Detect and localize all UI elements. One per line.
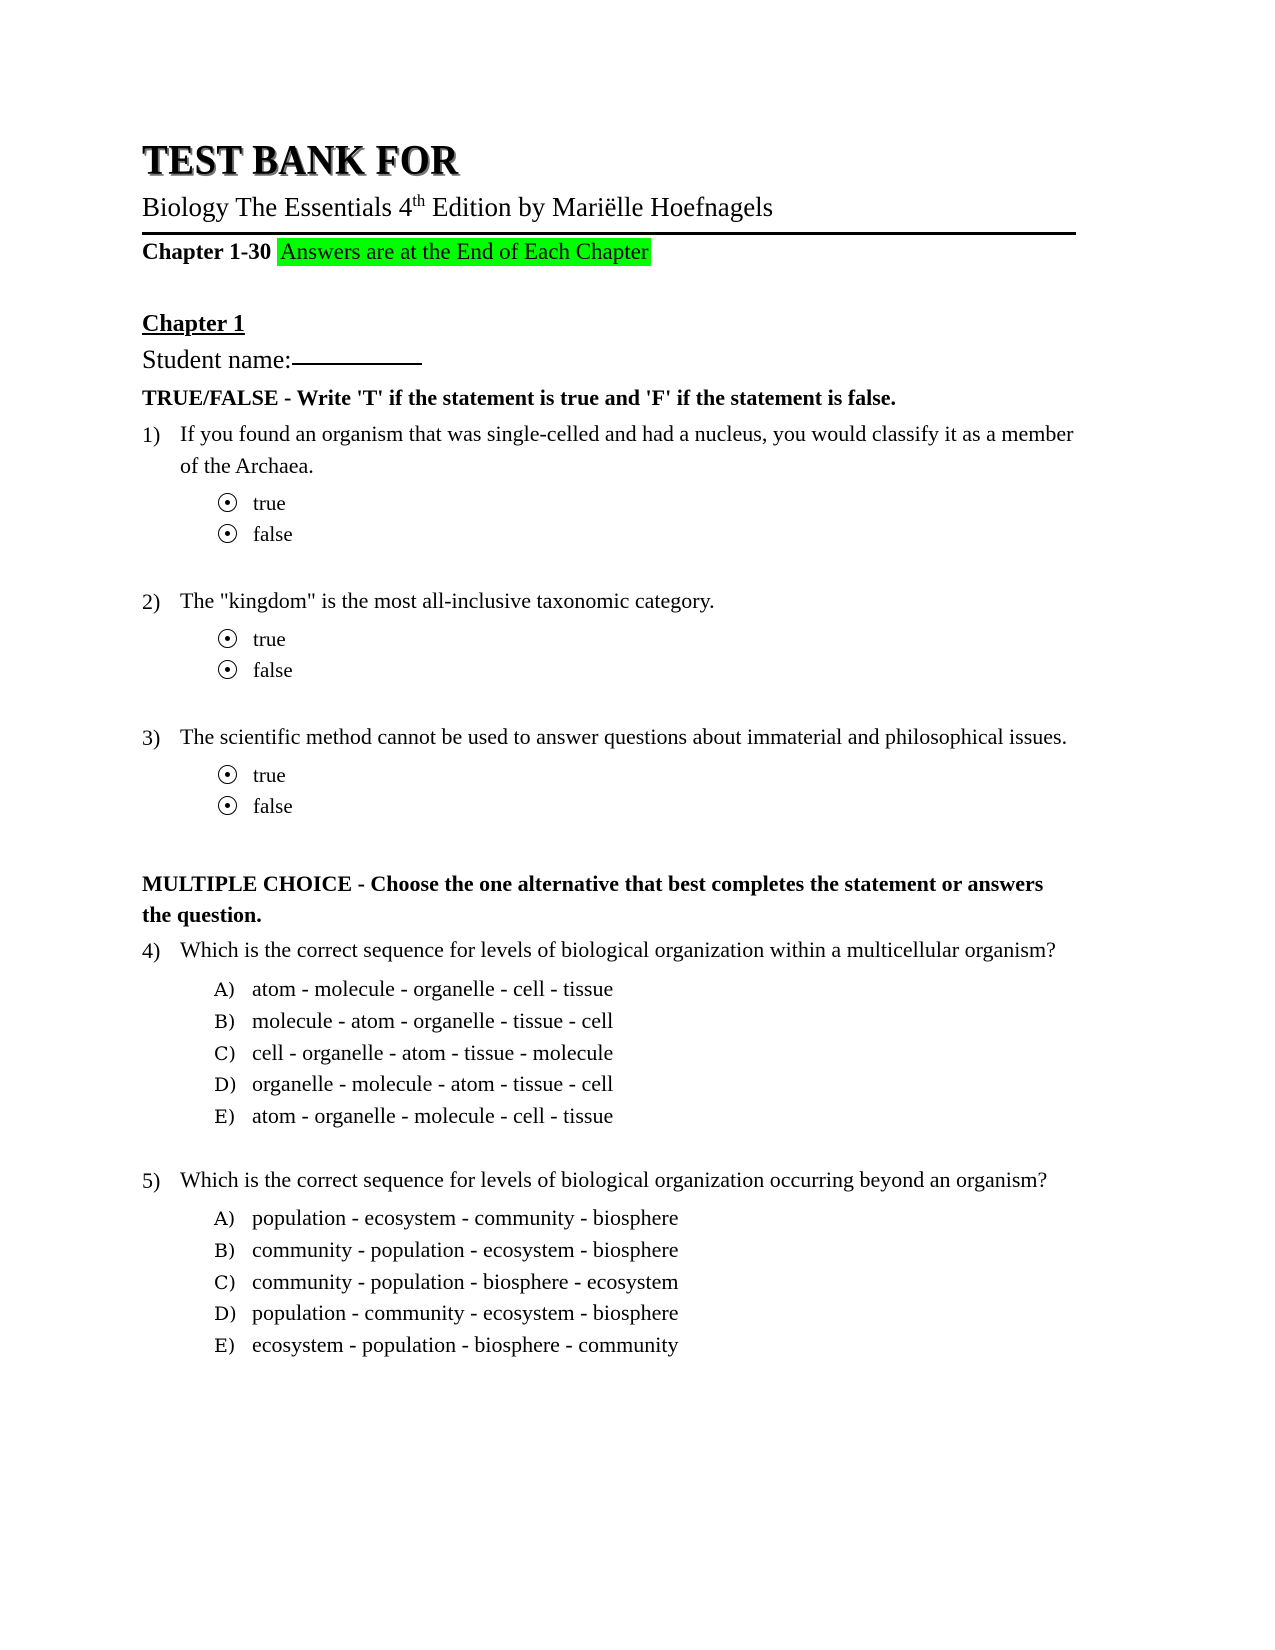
choice-label: population - community - ecosystem - biosphere [252,1300,679,1326]
question-5 [142,1164,1090,1197]
choice-option[interactable] [142,519,1090,551]
question-block-2 [142,585,1090,687]
question-text: If you found an organism that was single-celled and had a nucleus, you would classify it as a member of the Archaea. [180,420,1074,478]
choice-label: atom - organelle - molecule - cell - tissue [252,1102,614,1128]
choice-list-5 [142,1202,1090,1360]
question-number: 2) [142,588,161,614]
choice-option[interactable] [142,1005,1090,1037]
choice-option[interactable] [142,1100,1090,1132]
choice-label: population - ecosystem - community - biosphere [252,1205,679,1231]
question-block-4 [142,934,1090,1131]
question-1 [142,418,1090,482]
choice-label: community - population - ecosystem - biosphere [252,1237,679,1263]
question-text: The scientific method cannot be used to answer questions about immaterial and philosophical issues. [180,723,1068,749]
header-divider [142,232,1076,235]
choice-letter: D) [214,1303,237,1326]
choice-letter: D) [214,1074,237,1097]
choice-option[interactable] [142,1202,1090,1234]
student-name-line [142,345,1090,375]
question-number: 1) [142,421,161,447]
question-block-1 [142,418,1090,551]
choice-list-2 [142,624,1090,687]
radio-button-icon[interactable] [218,660,237,679]
choice-label: atom - molecule - organelle - cell - tissue [252,976,614,1002]
question-number: 3) [142,724,161,750]
question-4 [142,934,1090,967]
choice-option[interactable] [142,760,1090,792]
question-2 [142,585,1090,618]
choice-option[interactable] [142,1068,1090,1100]
choice-letter: A) [214,979,236,1002]
choice-letter: E) [214,1105,236,1128]
choice-label: true [253,626,286,651]
choice-option[interactable] [142,1234,1090,1266]
choice-option[interactable] [142,1297,1090,1329]
choice-letter: C) [214,1042,236,1065]
answers-location-highlight: Answers are at the End of Each Chapter [277,238,651,266]
choice-option[interactable] [142,624,1090,656]
choice-letter: B) [214,1010,236,1033]
question-text: The "kingdom" is the most all-inclusive taxonomic category. [180,587,715,613]
choice-letter: C) [214,1271,236,1294]
choice-option[interactable] [142,973,1090,1005]
choice-label: false [253,658,293,683]
choice-list-1 [142,488,1090,551]
radio-button-icon[interactable] [218,629,237,648]
subtitle-suffix: Edition by Mariëlle Hoefnagels [425,192,774,222]
choice-option[interactable] [142,488,1090,520]
choice-list-4 [142,973,1090,1131]
choice-label: false [253,522,293,547]
banner-title: TEST BANK FOR [142,138,459,184]
document-subtitle [142,192,1090,223]
choice-label: cell - organelle - atom - tissue - molecule [252,1039,614,1065]
question-number: 4) [142,938,161,964]
choice-list-3 [142,760,1090,823]
question-text: Which is the correct sequence for levels of biological organization occurring beyond an organism? [180,1166,1048,1192]
student-name-label: Student name: [142,345,292,375]
true-false-directions: TRUE/FALSE - Write 'T' if the statement is true and 'F' if the statement is false. [142,385,897,411]
subtitle-ordinal-suffix: th [412,191,426,210]
choice-label: false [253,794,293,818]
chapter-heading: Chapter 1 [142,311,245,338]
choice-option[interactable] [142,791,1090,823]
choice-letter: A) [214,1208,236,1231]
choice-label: ecosystem - population - biosphere - community [252,1332,679,1358]
subtitle-prefix: Biology The Essentials 4 [142,192,413,222]
radio-button-icon[interactable] [218,493,237,512]
chapter-range-line [142,239,1090,265]
radio-button-icon[interactable] [218,796,237,815]
choice-option[interactable] [142,1037,1090,1069]
choice-label: true [253,490,286,515]
choice-option[interactable] [142,655,1090,687]
question-text: Which is the correct sequence for levels of biological organization within a multicellular organism? [180,937,1056,963]
choice-label: organelle - molecule - atom - tissue - cell [252,1071,614,1097]
question-number: 5) [142,1167,161,1193]
chapter-range-label: Chapter 1-30 [142,239,272,265]
student-name-input[interactable] [292,363,422,365]
choice-label: true [253,762,286,787]
choice-label: molecule - atom - organelle - tissue - cell [252,1007,614,1033]
choice-option[interactable] [142,1266,1090,1298]
question-block-3 [142,721,1090,823]
radio-button-icon[interactable] [218,765,237,784]
choice-option[interactable] [142,1329,1090,1361]
question-3 [142,721,1090,754]
choice-letter: B) [214,1240,236,1263]
radio-button-icon[interactable] [218,524,237,543]
choice-letter: E) [214,1335,236,1358]
choice-label: community - population - biosphere - ecosystem [252,1268,679,1294]
question-block-5 [142,1164,1090,1361]
multiple-choice-directions: MULTIPLE CHOICE - Choose the one alternative that best completes the statement or answers the question. [142,870,1044,928]
